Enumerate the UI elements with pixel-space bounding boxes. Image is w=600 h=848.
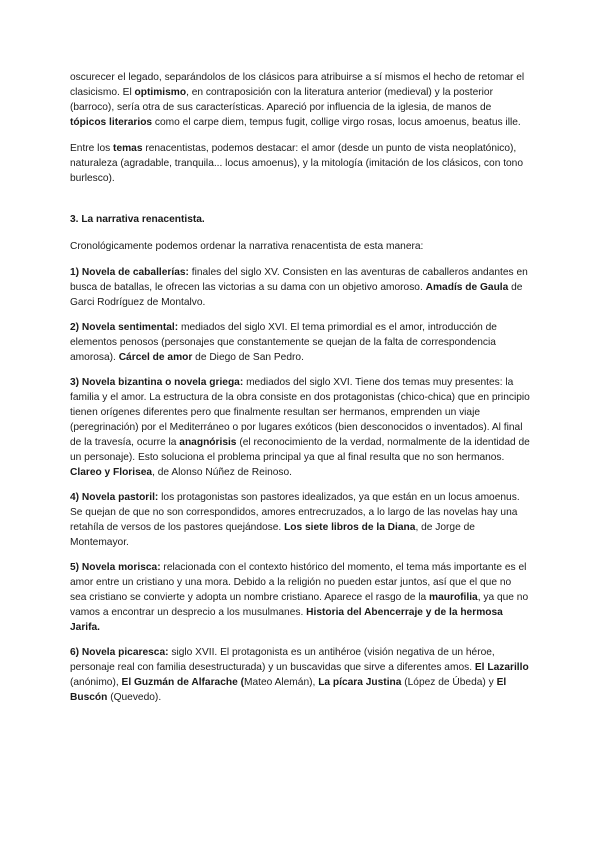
item-title: 1) Novela de caballerías:: [70, 267, 189, 278]
list-item-morisca: [70, 560, 530, 635]
list-item-caballerias: [70, 265, 530, 310]
list-item-sentimental: [70, 320, 530, 365]
text: relacionada con el contexto histórico del momento, el tema más importante es el amor entre un cristiano y una mora. Debido a la religión no pueden estar juntos, así que el que no sea cristiano se convierte y adopta un nombre cristiano. Aparece el rasgo de la: [70, 562, 527, 603]
work-title: Clareo y Florisea: [70, 467, 153, 478]
list-item-pastoril: [70, 490, 530, 550]
item-title: 2) Novela sentimental:: [70, 322, 179, 333]
item-text: [70, 490, 530, 550]
text: siglo XVII. El protagonista es un antihéroe (visión negativa de un héroe, personaje real con familia desestructurada) y un buscavidas que sirve a diferentes amos.: [70, 647, 495, 673]
item-text: [70, 375, 530, 480]
bold-term: tópicos literarios: [70, 117, 153, 128]
text: , ya que no vamos a encontrar un desprecio a los musulmanes.: [70, 592, 529, 618]
document-page: [70, 70, 530, 715]
text: , de Alonso Núñez de Reinoso.: [152, 467, 292, 478]
text: oscurecer el legado, separándolos de los clásicos para atribuirse a sí mismos el hecho de retomar el clasicismo. El: [70, 72, 525, 98]
text: , de Jorge de Montemayor.: [70, 522, 475, 548]
bold-term: maurofilia: [429, 592, 478, 603]
work-title: Cárcel de amor: [118, 352, 193, 363]
bold-term: anagnórisis: [179, 437, 237, 448]
item-text: [70, 320, 530, 365]
work-title: Historia del Abencerraje y de la hermosa Jarifa.: [70, 607, 503, 633]
item-title: 3) Novela bizantina o novela griega:: [70, 377, 244, 388]
text: los protagonistas son pastores idealizados, ya que están en un locus amoenus. Se quejan de que no son correspondidos, amores entrecruzados, a lo largo de las novelas hay una retahíla de versos de los pastores quejándose.: [70, 492, 520, 533]
text: (el reconocimiento de la verdad, normalmente de la identidad de un personaje). Esto soluciona el problema principal ya que al final resulta que no son hermanos.: [70, 437, 530, 463]
work-title: El Guzmán de Alfarache (: [121, 677, 244, 688]
text: (anónimo),: [70, 677, 122, 688]
work-title: Los siete libros de la Diana: [284, 522, 416, 533]
text: , en contraposición con la literatura anterior (medieval) y la posterior (barroco), sería otra de sus características. Apareció por influencia de la iglesia, de manos de: [70, 87, 493, 113]
item-title: 6) Novela picaresca:: [70, 647, 169, 658]
intro-paragraph-1: [70, 70, 530, 130]
work-title: El Buscón: [70, 677, 507, 703]
text: (Quevedo).: [107, 692, 162, 703]
bold-term: temas: [113, 143, 143, 154]
work-title: El Lazarillo: [474, 662, 529, 673]
text: como el carpe diem, tempus fugit, collige virgo rosas, locus amoenus, beatus ille.: [152, 117, 521, 128]
text: (López de Úbeda) y: [401, 677, 497, 688]
work-title: Amadís de Gaula: [425, 282, 509, 293]
text: de Diego de San Pedro.: [192, 352, 304, 363]
text: renacentistas, podemos destacar: el amor (desde un punto de vista neoplatónico), naturaleza (agradable, tranquila... locus amoenus), y la mitología (imitación de los clásicos, con tono burlesco).: [70, 143, 524, 184]
item-title: 4) Novela pastoril:: [70, 492, 159, 503]
bold-term: optimismo: [134, 87, 187, 98]
item-text: [70, 265, 530, 310]
intro-paragraph-2: [70, 141, 530, 186]
text: finales del siglo XV. Consisten en las aventuras de caballeros andantes en busca de batallas, le ofrecen las victorias a su dama con un objetivo amoroso.: [70, 267, 528, 293]
text: mediados del siglo XVI. El tema primordial es el amor, introducción de elementos penosos (personajes que constantemente se quejan de la falta de correspondencia amorosa).: [70, 322, 497, 363]
text: Entre los: [70, 143, 114, 154]
item-text: [70, 560, 530, 635]
text: mediados del siglo XVI. Tiene dos temas muy presentes: la familia y el amor. La estructura de la obra consiste en dos protagonistas (chico-chica) que en principio tienen orígenes diferentes pero que finalmente resultan ser hermanos, emprenden un viaje (peregrinación) por el Mediterráneo o por lugares exóticos (bien desconocidos o inventados). Al final de la travesía, ocurre la: [70, 377, 530, 448]
list-item-bizantina: [70, 375, 530, 480]
section-intro: Cronológicamente podemos ordenar la narrativa renacentista de esta manera:: [70, 241, 424, 252]
item-text: [70, 645, 530, 705]
text: de Garci Rodríguez de Montalvo.: [70, 282, 523, 308]
list-item-picaresca: [70, 645, 530, 705]
section-heading: 3. La narrativa renacentista.: [70, 214, 205, 225]
item-title: 5) Novela morisca:: [70, 562, 161, 573]
text: Mateo Alemán),: [244, 677, 319, 688]
work-title: La pícara Justina: [318, 677, 402, 688]
